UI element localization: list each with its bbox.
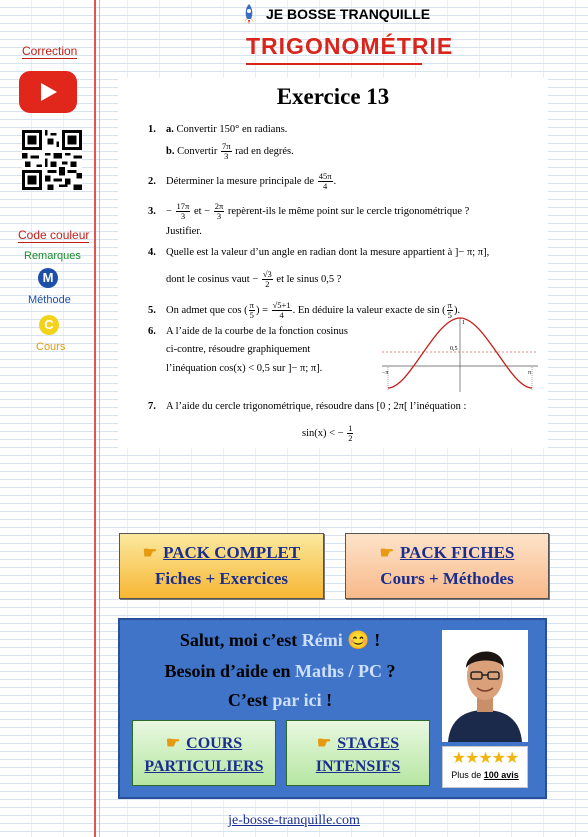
methode-icon: M (38, 268, 58, 288)
methode-label: Méthode (28, 294, 71, 306)
question-1b: b. Convertir $\frac{7\pi}{3}$ rad en degrés. (166, 141, 294, 161)
promo-greeting: Salut, moi c’est Rémi 😊 ! (179, 630, 381, 650)
pointing-hand-icon: ☛ (142, 545, 158, 562)
graph-y05-label: 0,5 (450, 346, 458, 352)
correction-label[interactable]: Correction (22, 44, 78, 58)
graph-y1-label: 1 (462, 320, 465, 326)
margin-line-secondary (99, 0, 100, 837)
question-7: 7. A l’aide du cercle trigonométrique, résoudre dans [0 ; 2π[ l’inéquation : (148, 401, 467, 412)
youtube-play-button[interactable] (19, 71, 77, 113)
question-2: 2. Déterminer la mesure principale de $\frac{45\pi}{4}$ . (148, 171, 337, 191)
page-title: TRIGONOMÉTRIE (246, 33, 454, 59)
cours-icon: C (39, 315, 59, 335)
question-4: 4. Quelle est la valeur d’un angle en radian dont la mesure appartient à ]− π; π], (148, 247, 490, 258)
promo-box (118, 618, 547, 799)
question-7-inequation: sin(x) < − $\frac{1}{2}$ (302, 423, 353, 443)
question-6-line3: l’inéquation cos(x) < 0,5 sur ]− π; π]. (166, 363, 323, 374)
exercise-title: Exercice 13 (276, 84, 390, 109)
qr-code[interactable] (22, 130, 82, 190)
pointing-hand-icon: ☛ (316, 735, 332, 752)
title-underline (246, 63, 422, 65)
rocket-icon (238, 3, 260, 25)
question-3: 3. − $\frac{17\pi}{3}$ et − $\frac{2\pi}{3}$ repèrent-ils le même point sur le cercle trigonométrique ? (148, 201, 470, 221)
question-6: 6. A l’aide de la courbe de la fonction cosinus (148, 326, 348, 337)
pack-complet-button[interactable]: ☛ PACK COMPLET Fiches + Exercices (119, 533, 324, 599)
question-3-justify: Justifier. (166, 226, 202, 237)
cours-label: Cours (36, 341, 66, 353)
promo-cta[interactable]: C’est par ici ! (227, 690, 333, 710)
promo-help: Besoin d’aide en Maths / PC ? (164, 661, 396, 681)
question-4-line2: dont le cosinus vaut − $\frac{√3}{2}$ et le sinus 0,5 ? (166, 269, 342, 289)
remarques-label: Remarques (24, 250, 81, 262)
rating-stars: ★★★★★ (451, 750, 519, 767)
exercise-panel (118, 78, 548, 448)
code-couleur-label: Code couleur (18, 228, 90, 242)
pack-fiches-button[interactable]: ☛ PACK FICHES Cours + Méthodes (345, 533, 549, 599)
margin-line (94, 0, 96, 837)
cosine-graph (380, 316, 540, 394)
pointing-hand-icon: ☛ (165, 735, 181, 752)
question-5: 5. On admet que cos ( $\frac{\pi}{5}$ ) = $\frac{√5+1}{4}$ . En déduire la valeur exacte de sin ( $\frac{\pi}{5}$ ). (148, 300, 461, 320)
brand-name: JE BOSSE TRANQUILLE (266, 6, 431, 22)
graph-xpos-label: π (528, 370, 532, 376)
tutor-photo (442, 630, 528, 742)
play-icon (41, 83, 57, 101)
reviews-badge[interactable] (442, 746, 528, 788)
site-link[interactable]: je-bosse-tranquille.com (228, 813, 360, 828)
question-1a: 1. a. Convertir 150° en radians. (148, 124, 288, 135)
stages-intensifs-button[interactable]: ☛ STAGES INTENSIFS (286, 720, 430, 786)
brand-logo[interactable] (238, 3, 430, 25)
cours-particuliers-button[interactable]: ☛ COURS PARTICULIERS (132, 720, 276, 786)
question-6-line2: ci-contre, résoudre graphiquement (166, 344, 311, 355)
pointing-hand-icon: ☛ (379, 545, 394, 562)
graph-xneg-label: −π (382, 370, 389, 376)
reviews-count: Plus de 100 avis (451, 770, 519, 780)
